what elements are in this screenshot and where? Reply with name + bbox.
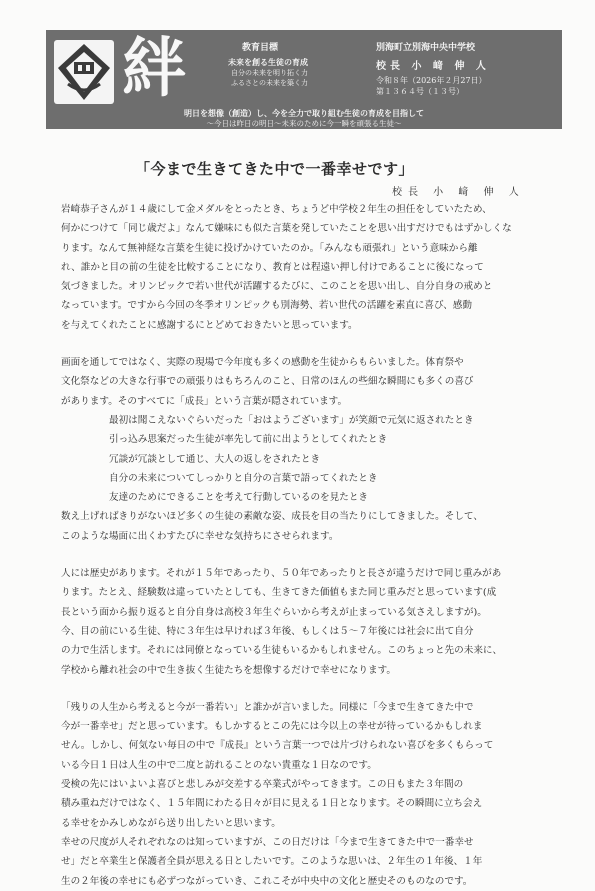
- article-line: このような場面に出くわすたびに幸せな気持ちにさせられます。: [61, 530, 339, 542]
- issue-number: 第１３６４号（１３号）: [376, 87, 464, 96]
- article-line: 人には歴史があります。それが１５年であったり、５０年であったりと長さが違うだけで同じ重みがあ: [61, 568, 502, 580]
- paragraph-gap: [61, 546, 561, 564]
- article-line: 冗談が冗談として通じ、大人の返しをされたとき: [109, 453, 321, 465]
- article-line: れ、誰かと目の前の生徒を比較することになり、教育とは程遠い押し付けであることに後になって: [61, 261, 484, 273]
- article-line: せん。しかし、何気ない毎日の中で『成長』という言葉一つでは片づけられない喜びを多くもらって: [61, 740, 494, 752]
- school-emblem-icon: [54, 40, 114, 104]
- article-line: 最初は聞こえないぐらいだった「おはようございます」が笑顔で元気に返されたとき: [109, 414, 474, 426]
- article-line: 長という面から振り返ると自分自身は高校３年生ぐらいから考えが止まっている気さえしますが)。: [61, 606, 487, 618]
- article-line: 受検の先にはいよいよ喜びと悲しみが交差する卒業式がやってきます。この日もまた３年間の: [61, 779, 464, 791]
- article-line: る幸せをかみしめながら送り出したいと思います。: [61, 817, 281, 829]
- masthead-kanji: 絆: [122, 31, 186, 106]
- article-line: 今が一番幸せ」だと思っています。もしかするとこの先には今以上の幸せが待っているかもしれま: [61, 721, 483, 733]
- paragraph-gap: [61, 680, 561, 698]
- article-line: いる今日１日は人生の中で二度と訪れることのない貴重な１日なのです。: [61, 759, 377, 771]
- article-line: 何かにつけて「同じ歳だよ」なんて嫌味にも似た言葉を発していたことを思い出すだけでもはずかしくな: [61, 223, 512, 235]
- slogan: 明日を想像（創造）し、今を全力で取り組む生徒の育成を目指して: [184, 108, 424, 118]
- article-line: なっています。ですから今回の冬季オリンピックも別海勢、若い世代の活躍を素直に喜び、感動: [61, 300, 472, 312]
- article-line: 友達のためにできることを考えて行動しているのを見たとき: [109, 492, 369, 504]
- article-line: 自分の未来についてしっかりと自分の言葉で語ってくれたとき: [109, 472, 378, 484]
- newsletter-header: [46, 30, 562, 129]
- goal-sub-1: 自分の未来を明り拓く力: [231, 69, 308, 77]
- sub-slogan: ～今日は昨日の明日～未来のために今一瞬を頑張る生徒～: [206, 119, 402, 128]
- article-line: 画面を通してではなく、実際の現場で今年度も多くの感動を生徒からもらいました。体育祭や: [61, 357, 464, 369]
- article-line: の力で生活します。それには同僚となっている生徒もいるかもしれません。このちょっと先の未来に、: [61, 645, 503, 657]
- issue-date: 令和８年（2026年２月27日）: [376, 76, 487, 85]
- article-line: 学校から離れ社会の中で生き抜く生徒たちを想像するだけで幸せになります。: [61, 664, 397, 676]
- principal-name: 校長 小 﨑 伸 人: [376, 61, 490, 72]
- school-name: 別海町立別海中央中学校: [376, 43, 476, 53]
- article-line: ります。たとえ、経験数は違っていたとしても、生きてきた価値もまた同じ重みだと思っています(成: [61, 587, 497, 599]
- article-line: 引っ込み思案だった生徒が率先して前に出ようとしてくれたとき: [109, 434, 388, 446]
- article-author: 校長 小 﨑 伸 人: [392, 187, 525, 198]
- article-body: [61, 200, 561, 891]
- article-line: ります。なんて無神経な言葉を生徒に投げかけていたのか。「みんなも頑張れ」という意味から離: [61, 242, 478, 254]
- article-title: 「今まで生きてきた中で一番幸せです」: [135, 160, 415, 178]
- article-line: 生の２年後の幸せにも必ずつながっていき、これこそが中央中の文化と歴史そのものなのです。: [61, 875, 473, 887]
- article-line: 数え上げればきりがないほど多くの生徒の素敵な姿、成長を目の当たりにしてきました。そして、: [61, 511, 483, 523]
- article-line: 文化祭などの大きな行事での頑張りはもちろんのこと、日常のほんの些細な瞬間にも多くの喜び: [61, 376, 474, 388]
- article-line: 岩崎恭子さんが１４歳にして金メダルをとったとき、ちょうど中学校２年生の担任をしていたため、: [61, 204, 492, 215]
- school-info: [376, 40, 556, 97]
- goal-title: 教育目標: [242, 43, 279, 53]
- article-line: 「残りの人生から考えると今が一番若い」と誰かが言いました。同様に「今まで生きてきた中で: [61, 701, 474, 713]
- article-line: があります。そのすべてに「成長」という言葉が隠されています。: [61, 395, 348, 407]
- article-line: 積み重ねだけではなく、１５年間にわたる日々が目に見える１日となります。その瞬間に立ち会え: [61, 798, 483, 810]
- goal-main: 未来を創る生徒の育成: [228, 57, 308, 67]
- article-line: 気づきました。オリンピックで若い世代が活躍するたびに、このことを思い出し、自分自身の戒めと: [61, 281, 493, 293]
- article-line: を与えてくれたことに感謝するにとどめておきたいと思っています。: [61, 319, 358, 331]
- article-line: せ」だと卒業生と保護者全員が思える日としたいです。このような思いは、２年生の１年後、１年: [61, 856, 483, 868]
- goal-sub-2: ふるさとの未来を築く力: [231, 79, 308, 87]
- article-line: 幸せの尺度が人それぞれなのは知っていますが、この日だけは「今まで生きてきた中で一番幸せ: [61, 836, 474, 848]
- article-line: 今、目の前にいる生徒、特に３年生は早ければ３年後、もしくは５～７年後には社会に出て自分: [61, 625, 474, 637]
- paragraph-gap: [61, 335, 561, 353]
- education-goal: [228, 40, 348, 88]
